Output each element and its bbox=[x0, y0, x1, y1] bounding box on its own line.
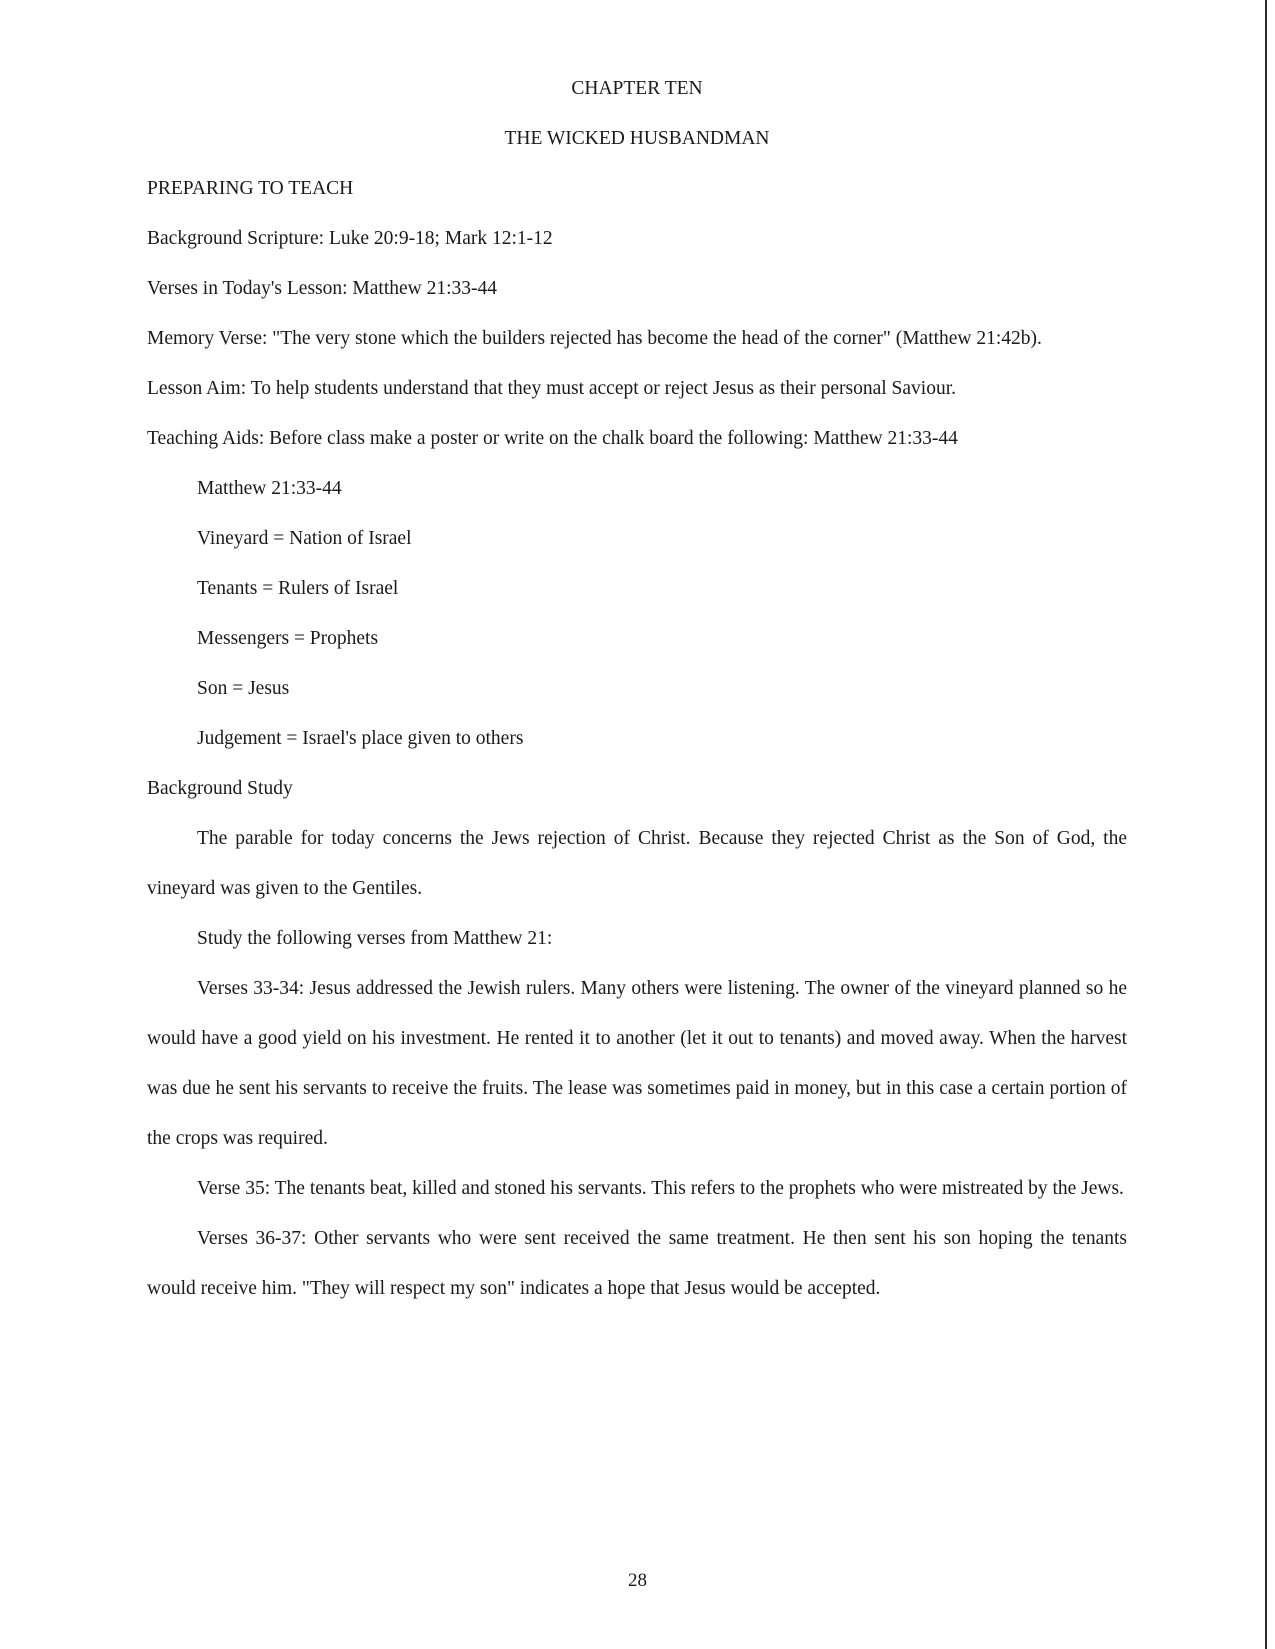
paragraph: Verse 35: The tenants beat, killed and stoned his servants. This refers to the prophets who were mistreated by the Jews. bbox=[197, 1178, 1124, 1199]
verses-today: Verses in Today's Lesson: Matthew 21:33-44 bbox=[147, 278, 498, 299]
memory-verse: Memory Verse: "The very stone which the builders rejected has become the head of the corner" (Matthew 21:42b). bbox=[147, 328, 1042, 349]
background-study-heading: Background Study bbox=[147, 778, 293, 799]
poster-item: Vineyard = Nation of Israel bbox=[197, 528, 412, 549]
chapter-label: CHAPTER TEN bbox=[571, 78, 703, 99]
page-number: 28 bbox=[628, 1570, 647, 1591]
teaching-aids: Teaching Aids: Before class make a poster or write on the chalk board the following: Matthew 21:33-44 bbox=[147, 428, 958, 449]
poster-item: Judgement = Israel's place given to others bbox=[197, 728, 524, 749]
poster-item: Matthew 21:33-44 bbox=[197, 478, 342, 499]
paragraph: The parable for today concerns the Jews rejection of Christ. Because they rejected Christ as the Son of God, the vineyard was given to the Gentiles. bbox=[147, 828, 1127, 899]
poster-item: Son = Jesus bbox=[197, 678, 290, 699]
paragraph: Verses 33-34: Jesus addressed the Jewish rulers. Many others were listening. The owner of the vineyard planned so he would have a good yield on his investment. He rented it to another (let it out to tenants) and moved away. When the harvest was due he sent his servants to receive the fruits. The lease was sometimes paid in money, but in this case a certain portion of the crops was required. bbox=[147, 978, 1127, 1149]
page-body bbox=[147, 64, 1127, 1314]
lesson-aim: Lesson Aim: To help students understand that they must accept or reject Jesus as their personal Saviour. bbox=[147, 378, 956, 399]
background-scripture: Background Scripture: Luke 20:9-18; Mark 12:1-12 bbox=[147, 228, 553, 249]
scan-edge-line bbox=[1265, 0, 1267, 1649]
paragraph: Study the following verses from Matthew 21: bbox=[197, 928, 553, 949]
chapter-title: THE WICKED HUSBANDMAN bbox=[504, 128, 770, 149]
section-heading: PREPARING TO TEACH bbox=[147, 178, 354, 199]
paragraph: Verses 36-37: Other servants who were sent received the same treatment. He then sent his son hoping the tenants would receive him. "They will respect my son" indicates a hope that Jesus would be accepted. bbox=[147, 1228, 1127, 1299]
poster-item: Messengers = Prophets bbox=[197, 628, 379, 649]
poster-item: Tenants = Rulers of Israel bbox=[197, 578, 399, 599]
